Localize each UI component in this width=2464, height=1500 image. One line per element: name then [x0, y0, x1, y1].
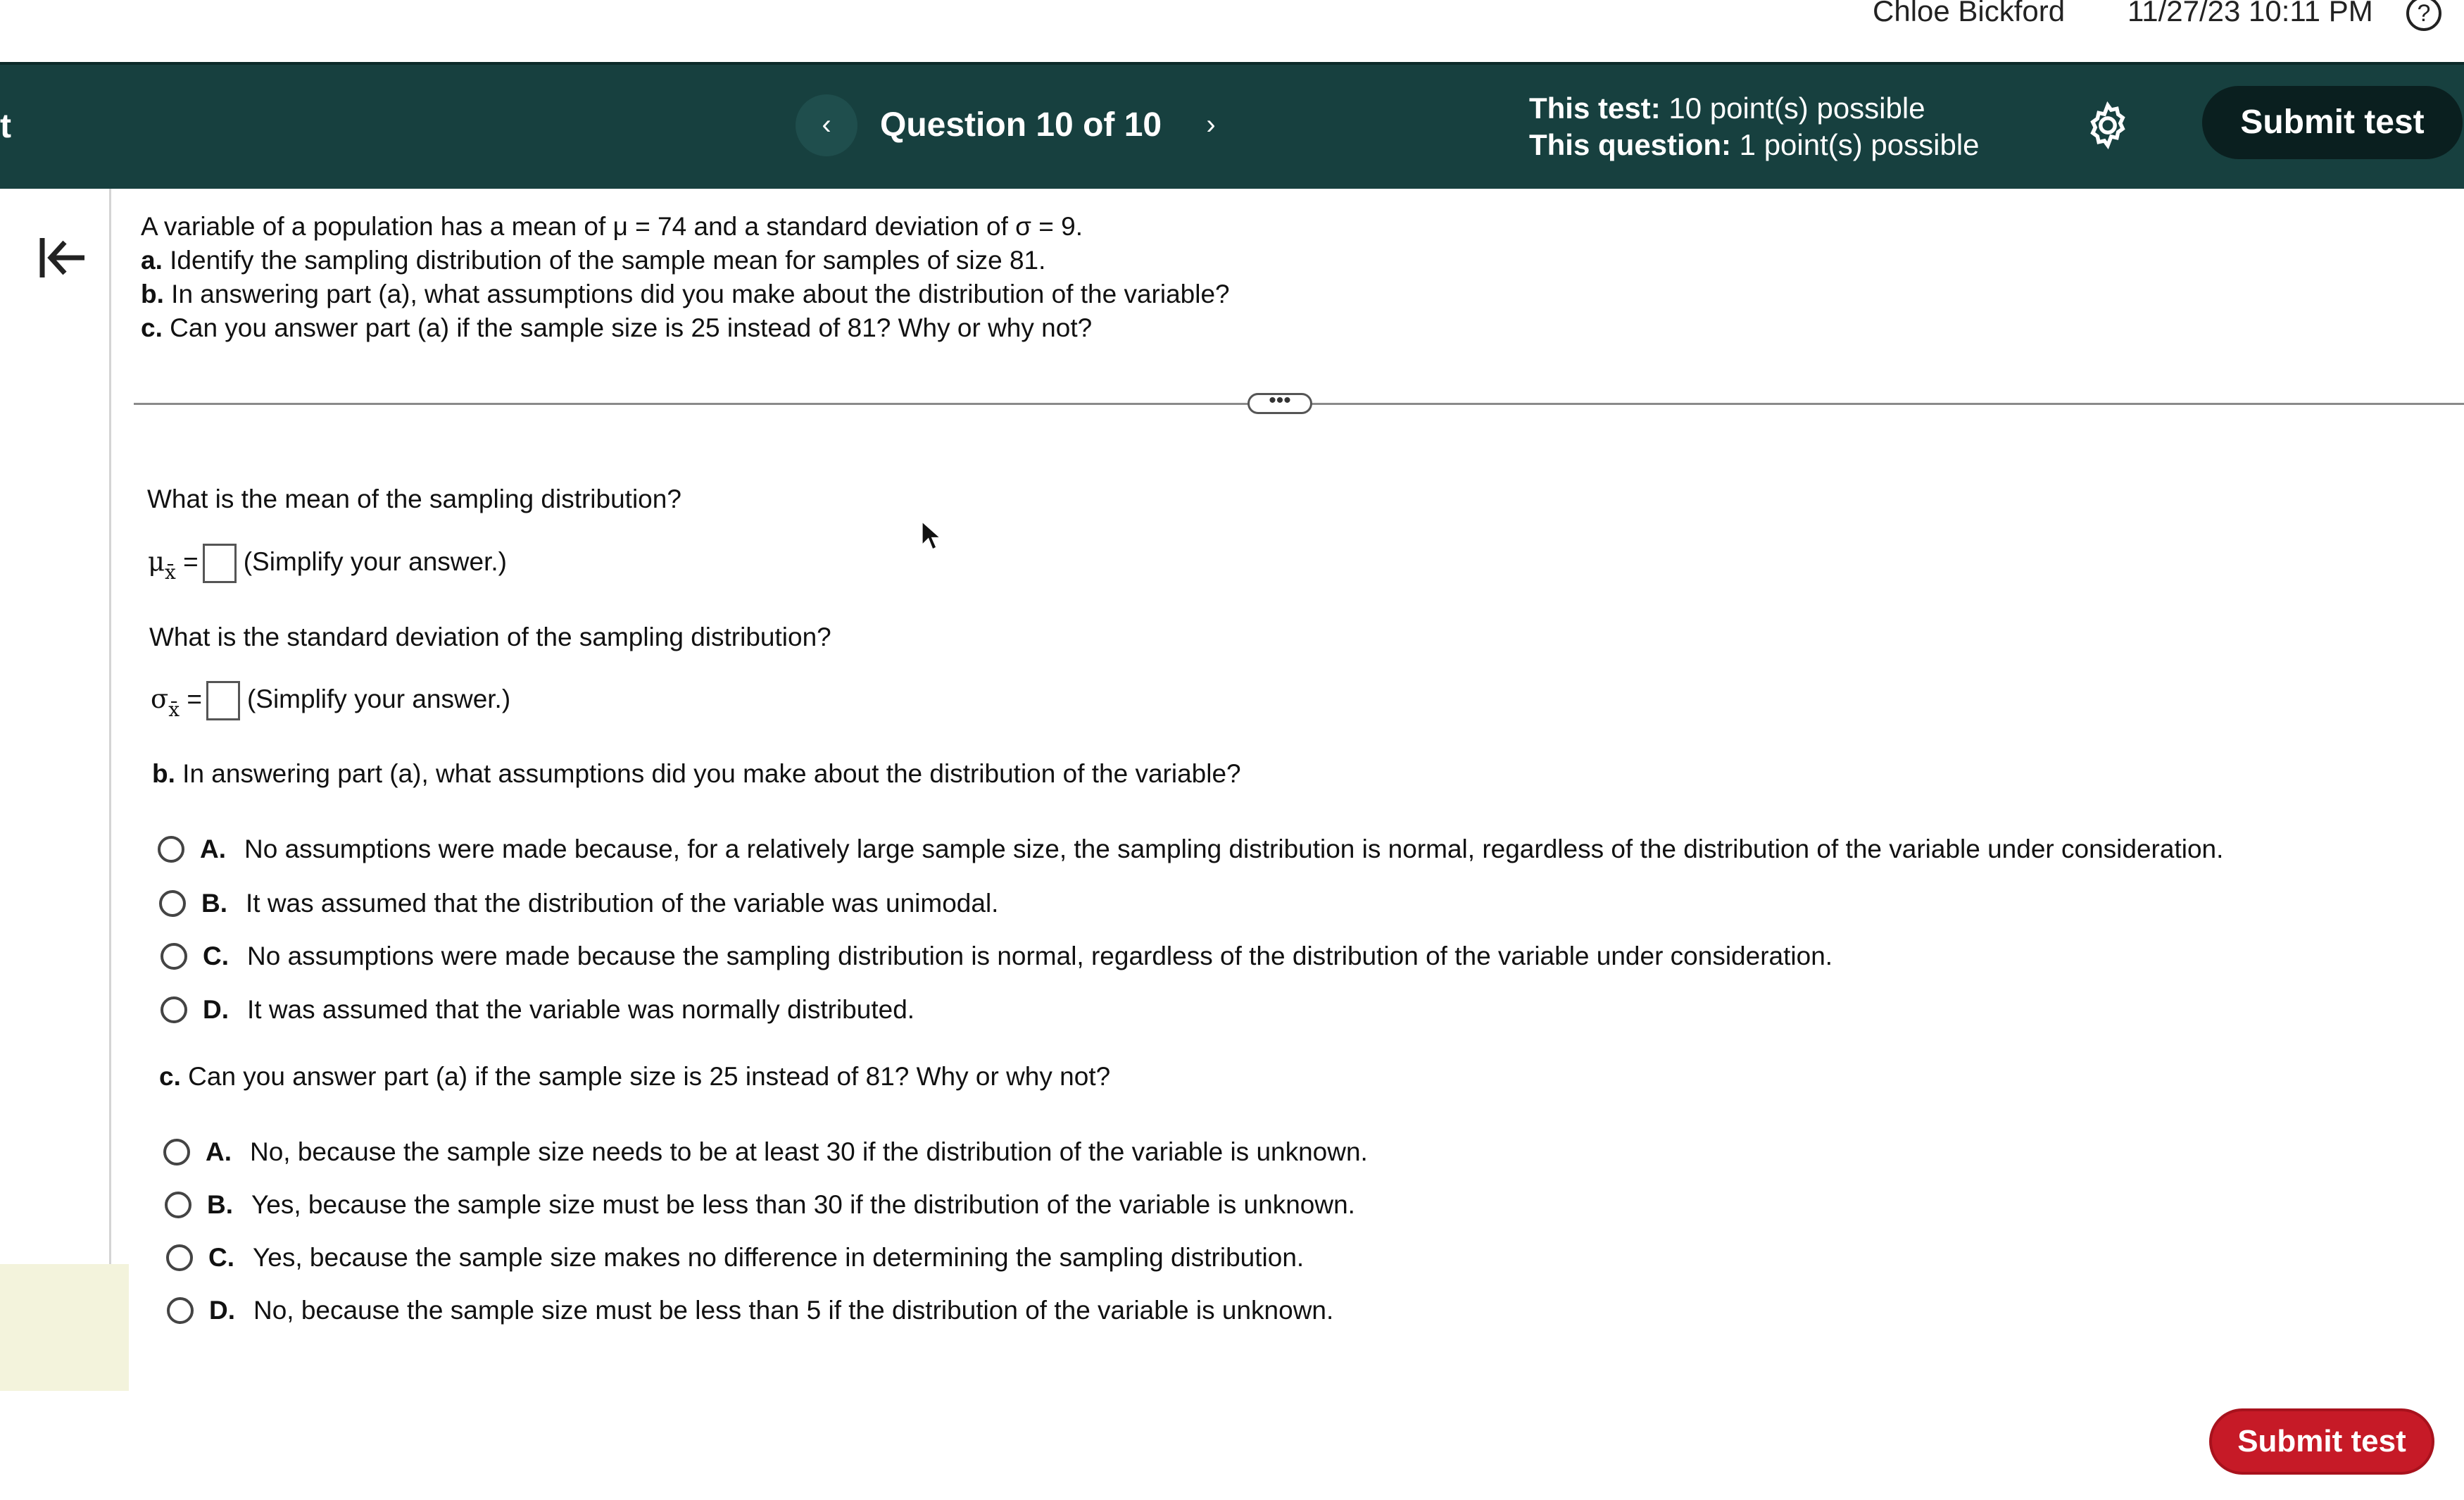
- question-counter: Question 10 of 10: [880, 106, 1162, 144]
- question-header: [0, 62, 2464, 189]
- question-prompt: [141, 210, 1230, 345]
- submit-test-button-top[interactable]: Submit test: [2202, 86, 2463, 159]
- mean-question: What is the mean of the sampling distribution?: [147, 485, 681, 513]
- xbar-subscript: x̄: [165, 560, 176, 584]
- question-points-value: 1 point(s) possible: [1739, 128, 1980, 161]
- prompt-intro: A variable of a population has a mean of μ = 74 and a standard deviation of σ = 9.: [141, 212, 1083, 241]
- user-name[interactable]: Chloe Bickford: [1873, 0, 2066, 27]
- part-b-option-d[interactable]: D. It was assumed that the variable was normally distributed.: [161, 995, 914, 1025]
- submit-test-button-bottom[interactable]: Submit test: [2212, 1411, 2432, 1472]
- radio-button[interactable]: [161, 996, 187, 1023]
- radio-button[interactable]: [163, 1139, 190, 1165]
- next-question-button[interactable]: ›: [1206, 109, 1216, 140]
- sd-question: What is the standard deviation of the sampling distribution?: [149, 623, 831, 651]
- sigma-symbol: σ: [151, 683, 169, 714]
- xbar-subscript: x̄: [168, 697, 180, 721]
- radio-button[interactable]: [159, 890, 186, 917]
- gear-icon[interactable]: [2082, 100, 2133, 151]
- part-b-question: b. In answering part (a), what assumptions did you make about the distribution of the variable?: [152, 759, 1241, 788]
- sd-answer-input[interactable]: [206, 681, 240, 720]
- datetime: 11/27/23 10:11 PM: [2127, 0, 2373, 27]
- mean-answer-row: $\mu_{x̄}$ = (Simplify your answer.): [148, 544, 507, 583]
- expand-handle[interactable]: •••: [1247, 393, 1312, 414]
- prompt-part-a: a. Identify the sampling distribution of the sample mean for samples of size 81.: [141, 246, 1046, 275]
- points-info: [1529, 90, 1980, 163]
- part-c-option-a[interactable]: A. No, because the sample size needs to be at least 30 if the distribution of the variable is unknown.: [163, 1137, 1368, 1167]
- header-left-stub: t: [0, 108, 11, 145]
- test-points-value: 10 point(s) possible: [1668, 92, 1925, 125]
- part-c-option-d[interactable]: D. No, because the sample size must be less than 5 if the distribution of the variable is unknown.: [167, 1296, 1333, 1325]
- top-strip: [0, 0, 2464, 62]
- radio-button[interactable]: [167, 1297, 194, 1324]
- radio-button[interactable]: [161, 943, 187, 970]
- collapse-panel-icon[interactable]: [34, 230, 90, 286]
- part-c-question: c. Can you answer part (a) if the sample size is 25 instead of 81? Why or why not?: [159, 1062, 1111, 1091]
- sd-hint: (Simplify your answer.): [246, 684, 511, 713]
- left-rail: [0, 189, 111, 1386]
- radio-button[interactable]: [165, 1192, 191, 1218]
- radio-button[interactable]: [158, 836, 184, 863]
- prompt-part-b: b. In answering part (a), what assumptions did you make about the distribution of the variable?: [141, 280, 1230, 308]
- mean-hint: (Simplify your answer.): [243, 546, 507, 576]
- part-b-option-b[interactable]: B. It was assumed that the distribution of the variable was unimodal.: [159, 889, 998, 918]
- help-icon[interactable]: ?: [2406, 0, 2441, 31]
- mean-answer-input[interactable]: [203, 544, 237, 583]
- part-c-option-c[interactable]: C. Yes, because the sample size makes no difference in determining the sampling distribution.: [166, 1243, 1304, 1273]
- part-b-option-c[interactable]: C. No assumptions were made because the sampling distribution is normal, regardless of the distribution of the variable under consideration.: [161, 942, 1833, 971]
- radio-button[interactable]: [166, 1244, 193, 1271]
- prompt-part-c: c. Can you answer part (a) if the sample size is 25 instead of 81? Why or why not?: [141, 313, 1093, 342]
- test-points-label: This test:: [1529, 92, 1661, 125]
- mouse-pointer-icon: [921, 520, 942, 552]
- mu-symbol: μ: [148, 546, 165, 577]
- part-c-option-b[interactable]: B. Yes, because the sample size must be less than 30 if the distribution of the variable is unknown.: [165, 1190, 1355, 1220]
- sd-answer-row: $\sigma_{x̄}$ = (Simplify your answer.): [151, 681, 510, 720]
- question-points-label: This question:: [1529, 128, 1731, 161]
- rail-highlight: [0, 1264, 129, 1391]
- previous-question-button[interactable]: ‹: [796, 94, 857, 156]
- part-b-option-a[interactable]: A. No assumptions were made because, for a relatively large sample size, the sampling distribution is normal, regardless of the distribution of the variable under consideration.: [158, 835, 2223, 864]
